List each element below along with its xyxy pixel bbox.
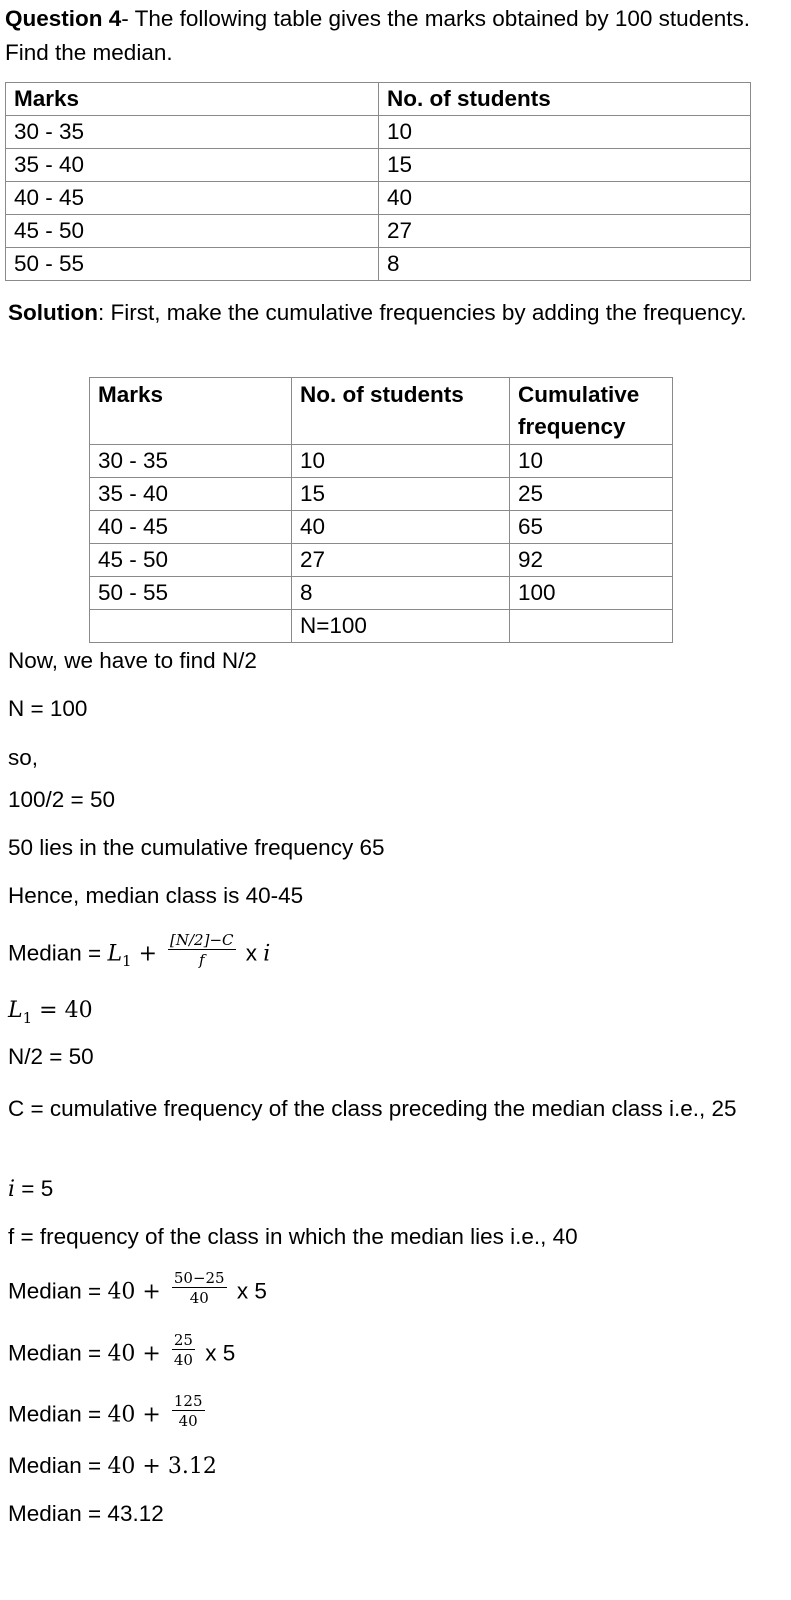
median-result: Median = 43.12 bbox=[8, 1501, 164, 1526]
table-cell: 10 bbox=[292, 445, 510, 478]
table-cell: N=100 bbox=[292, 610, 510, 643]
table-header-cell: Marks bbox=[6, 83, 379, 116]
table-cell: 35 - 40 bbox=[90, 478, 292, 511]
table-cell: 8 bbox=[379, 248, 751, 281]
table-cell: 15 bbox=[292, 478, 510, 511]
table-cell: 27 bbox=[379, 215, 751, 248]
table-row bbox=[6, 149, 751, 182]
table-row bbox=[90, 577, 673, 610]
table-header-cell: No. of students bbox=[292, 378, 510, 445]
table-cell: 40 bbox=[379, 182, 751, 215]
step-f-value: f = frequency of the class in which the median lies i.e., 40 bbox=[8, 1224, 578, 1249]
step-i-value: i = 5 bbox=[8, 1176, 54, 1202]
median-step-3: Median = 40 + $\frac{125}{40}$ bbox=[8, 1392, 203, 1430]
question-label: Question 4 bbox=[5, 6, 122, 31]
table-cell: 27 bbox=[292, 544, 510, 577]
median-step-1: Median = 40 + $\frac{50-25}{40}$ x 5 bbox=[8, 1269, 267, 1307]
step-median-class: Hence, median class is 40-45 bbox=[8, 883, 304, 908]
median-step-2: Median = 40 + $\frac{25}{40}$ x 5 bbox=[8, 1331, 236, 1369]
step-fraction: $\frac{125}{40}$ bbox=[173, 1392, 203, 1430]
table-row bbox=[90, 610, 673, 643]
median-formula: Median = $L_1$ + $\frac{[N/2]-C}{f}$ x i bbox=[8, 931, 271, 971]
table-cell: 35 - 40 bbox=[6, 149, 379, 182]
table-cell: 100 bbox=[510, 577, 673, 610]
table-cell: 40 - 45 bbox=[6, 182, 379, 215]
step-so: so, bbox=[8, 745, 39, 770]
table-cell: 30 - 35 bbox=[6, 116, 379, 149]
table-header-row bbox=[90, 378, 673, 445]
table-cell: 25 bbox=[510, 478, 673, 511]
step-half-value: 100/2 = 50 bbox=[8, 787, 115, 812]
table-cell: 45 - 50 bbox=[90, 544, 292, 577]
median-step-4: Median = 40 + 3.12 bbox=[8, 1453, 217, 1479]
table-cell: 92 bbox=[510, 544, 673, 577]
step-n-half: N/2 = 50 bbox=[8, 1044, 94, 1069]
solution-intro bbox=[8, 295, 778, 331]
step-fraction: $\frac{25}{40}$ bbox=[173, 1331, 193, 1369]
table-row bbox=[6, 248, 751, 281]
table-row bbox=[90, 478, 673, 511]
table-cell: 50 - 55 bbox=[6, 248, 379, 281]
step-find-half: Now, we have to find N/2 bbox=[8, 648, 257, 673]
cumulative-frequency-table bbox=[89, 377, 673, 643]
table-cell: 8 bbox=[292, 577, 510, 610]
step-l1-value: $L_1 = 40$ bbox=[8, 998, 93, 1027]
table-cell: 45 - 50 bbox=[6, 215, 379, 248]
table-cell: 30 - 35 bbox=[90, 445, 292, 478]
marks-table bbox=[5, 82, 751, 281]
solution-label: Solution bbox=[8, 300, 98, 325]
table-row bbox=[6, 116, 751, 149]
table-header-cell: No. of students bbox=[379, 83, 751, 116]
step-fraction: $\frac{50-25}{40}$ bbox=[173, 1269, 225, 1307]
table-cell: 65 bbox=[510, 511, 673, 544]
table-header-cell: Marks bbox=[90, 378, 292, 445]
step-lies-in: 50 lies in the cumulative frequency 65 bbox=[8, 835, 385, 860]
table-header-cell: Cumulative frequency bbox=[510, 378, 673, 445]
table-row bbox=[90, 544, 673, 577]
question-body: - The following table gives the marks obtained by 100 students. Find the median. bbox=[5, 6, 750, 65]
step-n-value: N = 100 bbox=[8, 696, 88, 721]
table-cell: 40 bbox=[292, 511, 510, 544]
question-text bbox=[5, 2, 775, 70]
formula-fraction: $\frac{[N/2]-C}{f}$ bbox=[170, 931, 234, 969]
table-cell: 10 bbox=[379, 116, 751, 149]
table-cell: 40 - 45 bbox=[90, 511, 292, 544]
table-row bbox=[90, 445, 673, 478]
table-row bbox=[90, 511, 673, 544]
table-cell bbox=[90, 610, 292, 643]
table-header-row bbox=[6, 83, 751, 116]
solution-body: : First, make the cumulative frequencies by adding the frequency. bbox=[97, 300, 747, 325]
table-cell: 50 - 55 bbox=[90, 577, 292, 610]
table-cell bbox=[510, 610, 673, 643]
table-cell: 15 bbox=[379, 149, 751, 182]
table-row bbox=[6, 215, 751, 248]
table-cell: 10 bbox=[510, 445, 673, 478]
table-row bbox=[6, 182, 751, 215]
step-c-value: C = cumulative frequency of the class preceding the median class i.e., 25 bbox=[8, 1096, 737, 1121]
